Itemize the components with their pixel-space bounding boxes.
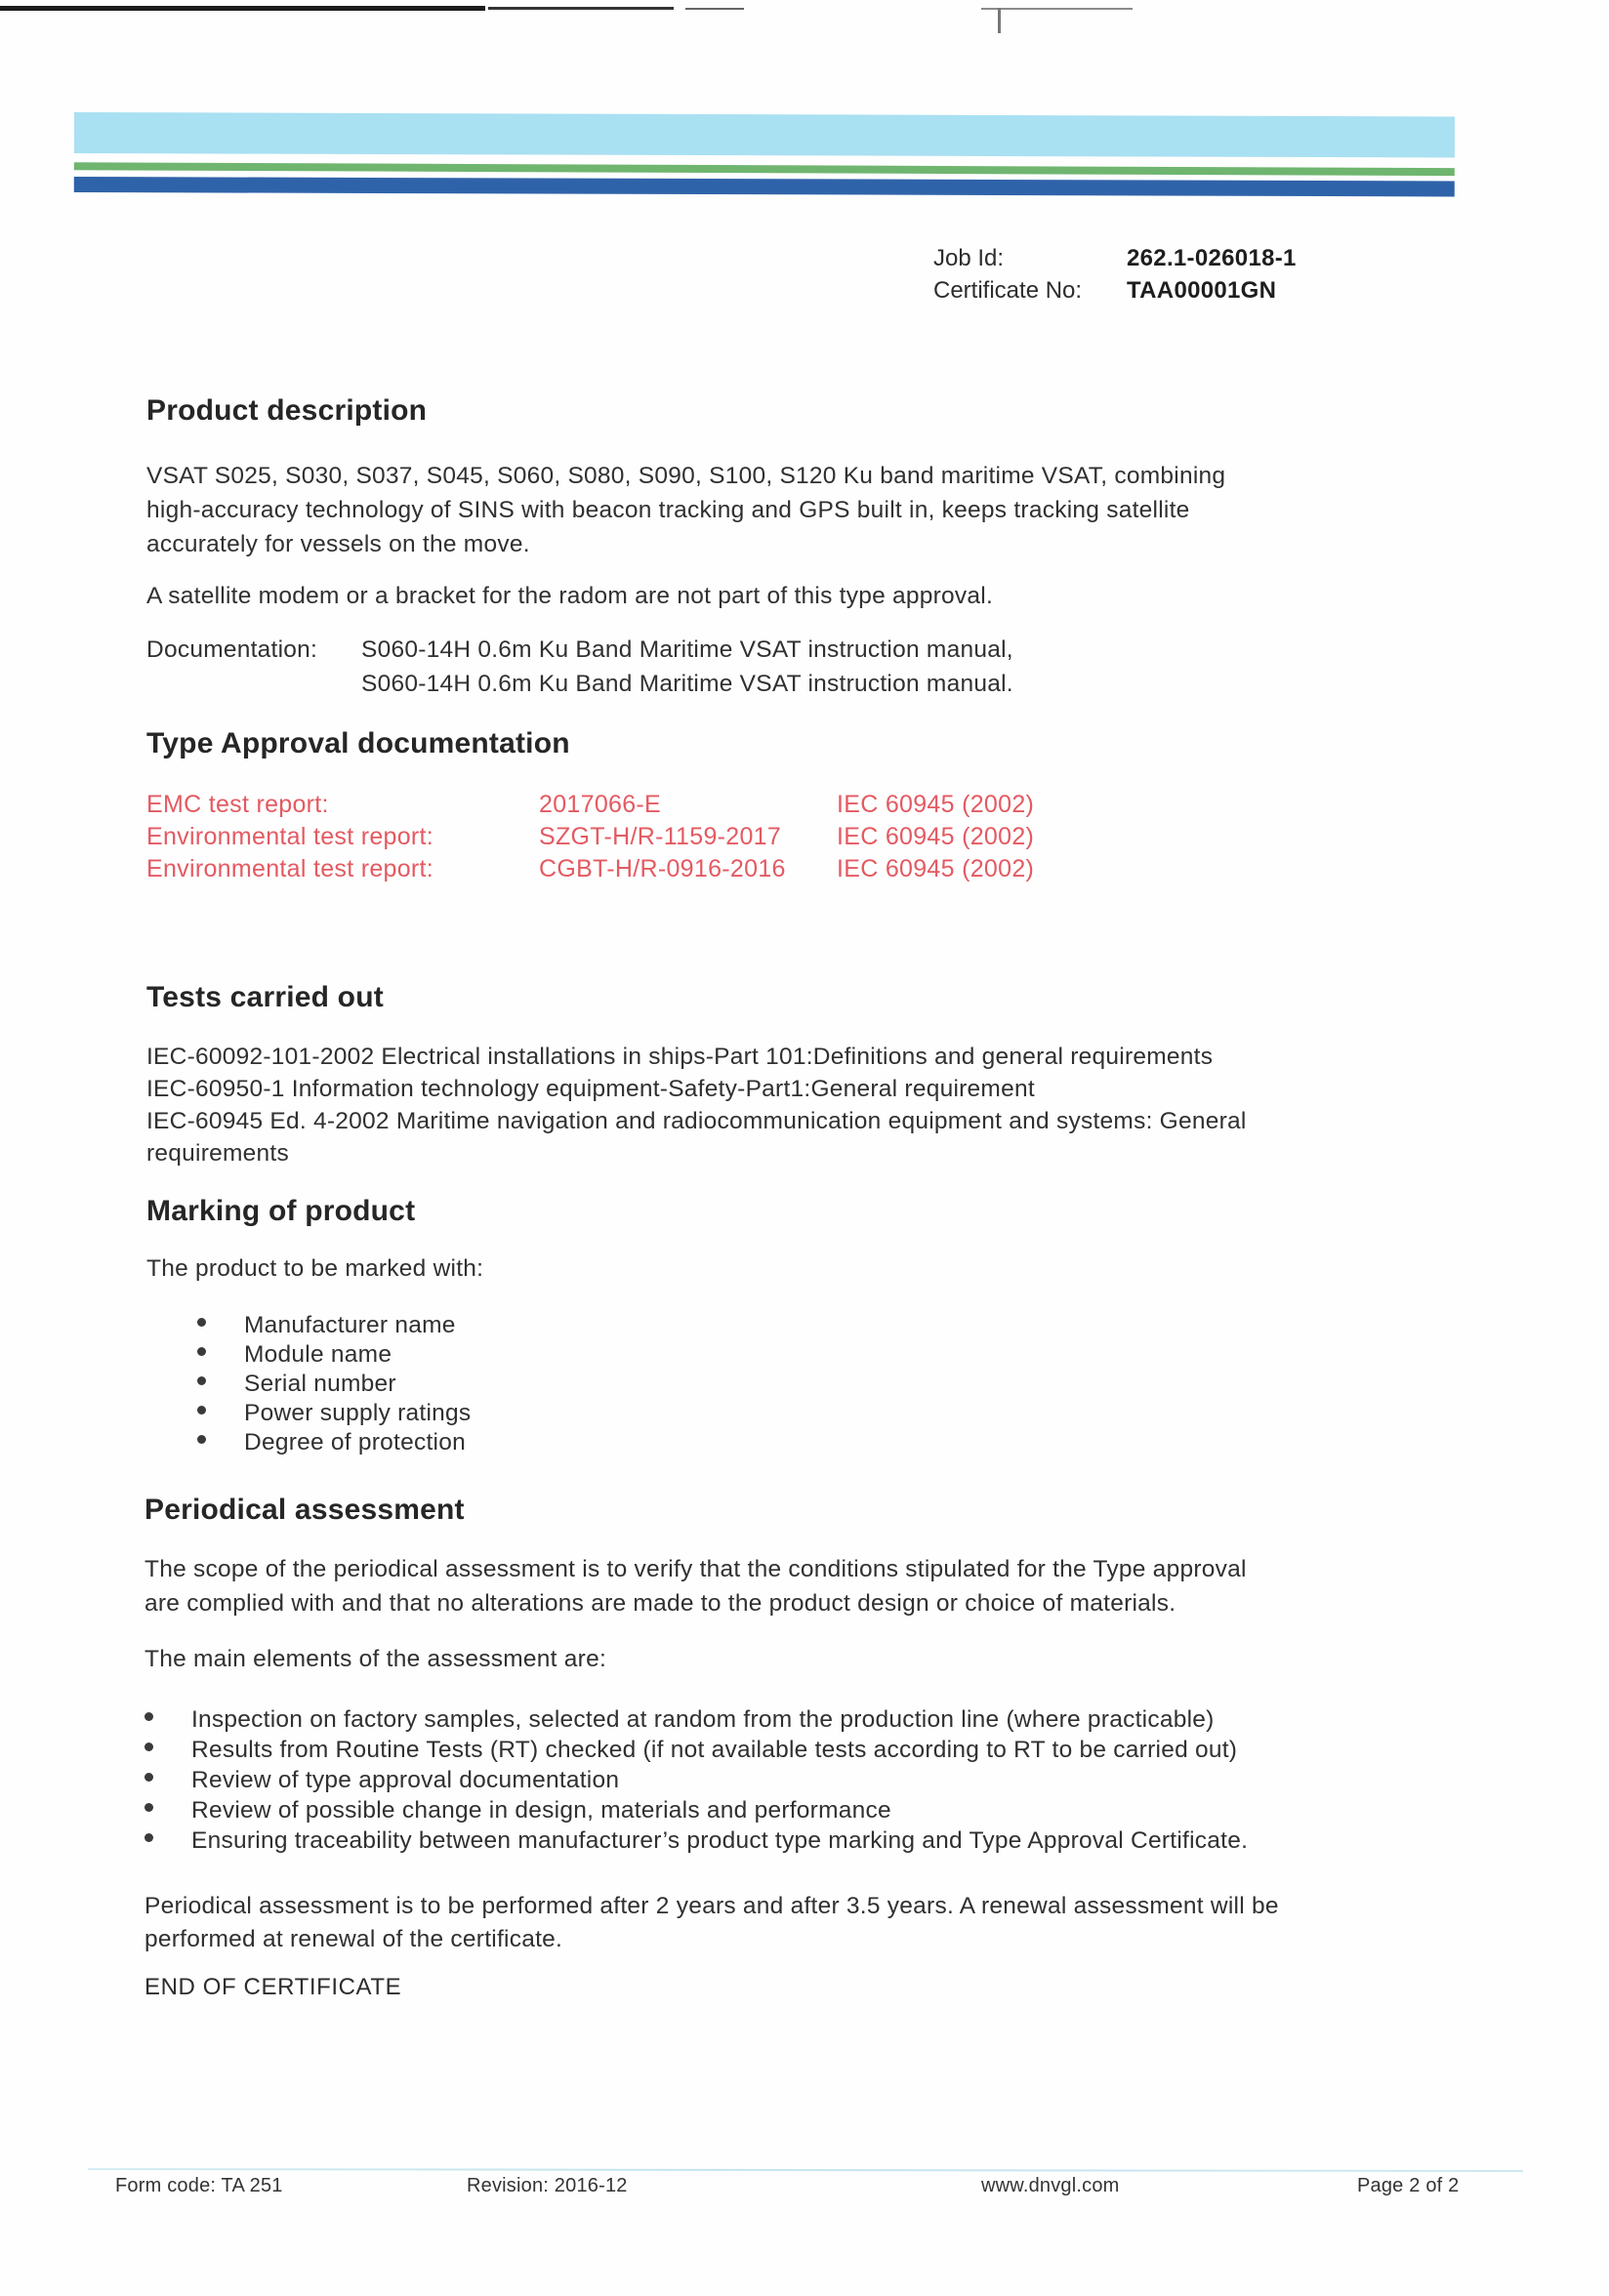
bullet-icon (144, 1742, 153, 1751)
list-item (197, 1341, 471, 1371)
paragraph-line: The scope of the periodical assessment is to verify that the conditions stipulated for the Type approval (144, 1556, 1247, 1582)
table-row (146, 791, 1034, 823)
list-item-text: Review of type approval documentation (191, 1767, 620, 1793)
bullet-icon (197, 1318, 206, 1327)
scan-artifact-line (488, 7, 674, 10)
job-id-label: Job Id: (933, 245, 1005, 271)
footer-page-number: Page 2 of 2 (1357, 2175, 1460, 2196)
list-item (144, 1797, 1248, 1827)
list-item-text: Review of possible change in design, materials and performance (191, 1797, 891, 1824)
report-number-cell: 2017066-E (539, 791, 662, 818)
bullet-icon (144, 1773, 153, 1782)
documentation-label: Documentation: (146, 636, 318, 663)
paragraph-line: VSAT S025, S030, S037, S045, S060, S080, S090, S100, S120 Ku band maritime VSAT, combining (146, 463, 1226, 489)
paragraph-line: high-accuracy technology of SINS with beacon tracking and GPS built in, keeps tracking satellite (146, 497, 1190, 523)
job-id-value: 262.1-026018-1 (1127, 245, 1297, 271)
brand-bar-green (74, 162, 1455, 176)
certificate-no-label: Certificate No: (933, 277, 1083, 304)
test-standard-line: requirements (146, 1140, 289, 1167)
table-row (146, 823, 1034, 855)
section-heading-periodical-assessment: Periodical assessment (144, 1494, 465, 1526)
bullet-icon (144, 1803, 153, 1812)
documentation-line (146, 633, 1013, 667)
documentation-manual-1: S060-14H 0.6m Ku Band Maritime VSAT instruction manual, (361, 636, 1013, 663)
brand-bar-cyan (74, 112, 1455, 157)
documentation-block (146, 633, 1013, 701)
paragraph-line: are complied with and that no alterations are made to the product design or choice of materials. (144, 1590, 1176, 1617)
section-heading-type-approval-documentation: Type Approval documentation (146, 727, 570, 759)
assessment-bullet-list (144, 1706, 1248, 1858)
list-item (144, 1737, 1248, 1767)
product-description-paragraph (146, 459, 1225, 561)
document-id-block (933, 242, 1297, 307)
marking-intro: The product to be marked with: (146, 1255, 484, 1282)
bullet-icon (144, 1833, 153, 1842)
list-item (144, 1767, 1248, 1797)
section-heading-tests-carried-out: Tests carried out (146, 981, 384, 1013)
report-number-cell: SZGT-H/R-1159-2017 (539, 823, 782, 850)
documentation-manual-2: S060-14H 0.6m Ku Band Maritime VSAT instruction manual. (361, 671, 1013, 697)
bullet-icon (197, 1376, 206, 1385)
bullet-icon (197, 1406, 206, 1414)
list-item (197, 1429, 471, 1458)
list-item-text: Degree of protection (244, 1429, 466, 1456)
scan-artifact-line (981, 8, 1133, 10)
section-heading-product-description: Product description (146, 394, 428, 427)
bullet-icon (144, 1712, 153, 1721)
report-type-cell: Environmental test report: (146, 855, 434, 882)
paragraph-line: performed at renewal of the certificate. (144, 1926, 563, 1952)
list-item-text: Manufacturer name (244, 1312, 456, 1338)
header-brand-bars (74, 112, 1455, 116)
marking-bullet-list (197, 1312, 471, 1458)
section-heading-marking-of-product: Marking of product (146, 1195, 416, 1227)
brand-bar-blue (74, 177, 1455, 196)
footer-website: www.dnvgl.com (981, 2175, 1120, 2196)
test-standard-line: IEC-60950-1 Information technology equipment-Safety-Part1:General requirement (146, 1076, 1035, 1102)
list-item (197, 1371, 471, 1400)
assessment-closing-paragraph (144, 1890, 1279, 1956)
report-type-cell: Environmental test report: (146, 823, 434, 850)
list-item-text: Power supply ratings (244, 1400, 472, 1426)
list-item (144, 1827, 1248, 1858)
list-item-text: Results from Routine Tests (RT) checked (if not available tests according to RT to be carried out) (191, 1737, 1238, 1763)
test-standard-line: IEC-60945 Ed. 4-2002 Maritime navigation and radiocommunication equipment and systems: General (146, 1108, 1247, 1134)
type-approval-table (146, 791, 1034, 887)
list-item-text: Ensuring traceability between manufacturer’s product type marking and Type Approval Certificate. (191, 1827, 1249, 1854)
end-of-certificate-note: END OF CERTIFICATE (144, 1974, 402, 2000)
list-item-text: Module name (244, 1341, 392, 1368)
report-number-cell: CGBT-H/R-0916-2016 (539, 855, 786, 882)
certificate-no-value: TAA00001GN (1127, 277, 1277, 304)
bullet-icon (197, 1435, 206, 1444)
modem-note-paragraph: A satellite modem or a bracket for the radom are not part of this type approval. (146, 583, 994, 609)
job-id-row (933, 242, 1297, 274)
report-type-cell: EMC test report: (146, 791, 329, 818)
footer-divider (88, 2168, 1523, 2172)
assessment-scope-paragraph (144, 1552, 1247, 1620)
table-row (146, 855, 1034, 887)
tests-list (146, 1041, 1247, 1169)
footer-form-code: Form code: TA 251 (115, 2175, 283, 2196)
list-item-text: Inspection on factory samples, selected at random from the production line (where practicable) (191, 1706, 1215, 1733)
scan-artifact-line (685, 8, 744, 10)
list-item (197, 1400, 471, 1429)
list-item-text: Serial number (244, 1371, 396, 1397)
list-item (197, 1312, 471, 1341)
footer-revision: Revision: 2016-12 (467, 2175, 628, 2196)
certificate-no-row (933, 274, 1297, 307)
paragraph-line: accurately for vessels on the move. (146, 531, 530, 557)
list-item (144, 1706, 1248, 1737)
standard-cell: IEC 60945 (2002) (837, 855, 1035, 882)
standard-cell: IEC 60945 (2002) (837, 791, 1035, 818)
test-standard-line: IEC-60092-101-2002 Electrical installations in ships-Part 101:Definitions and general requirements (146, 1044, 1214, 1070)
paragraph-line: Periodical assessment is to be performed after 2 years and after 3.5 years. A renewal assessment will be (144, 1893, 1279, 1919)
scan-artifact-line (0, 6, 485, 11)
bullet-icon (197, 1347, 206, 1356)
standard-cell: IEC 60945 (2002) (837, 823, 1035, 850)
scan-artifact-tick (998, 8, 1001, 33)
assessment-elements-intro: The main elements of the assessment are: (144, 1646, 606, 1672)
